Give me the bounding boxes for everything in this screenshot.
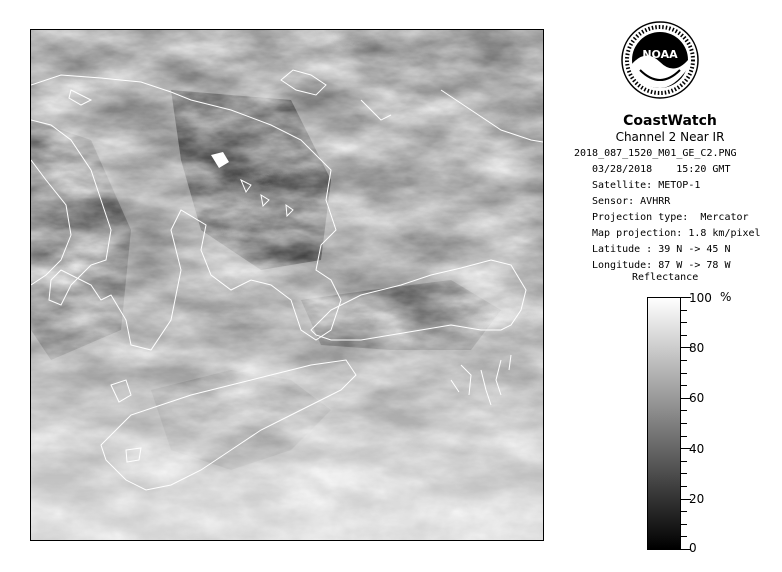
colorbar-tick [681,410,687,411]
channel-subtitle: Channel 2 Near IR [615,130,725,144]
colorbar-tick [681,360,687,361]
filename: 2018_087_1520_M01_GE_C2.PNG [574,148,737,159]
map-projection: Map projection: 1.8 km/pixel [592,228,761,239]
colorbar-label-60: 60 [689,391,705,405]
colorbar-tick [681,486,687,487]
sensor: Sensor: AVHRR [592,196,671,207]
colorbar-tick [681,310,687,311]
colorbar-tick [681,461,687,462]
datetime: 03/28/2018 15:20 GMT [592,164,731,175]
satellite: Satellite: METOP-1 [592,180,701,191]
satellite-image [31,30,543,540]
noaa-logo [620,18,700,112]
satellite-map [30,29,544,541]
colorbar-label-80: 80 [689,341,705,355]
colorbar-tick [681,436,687,437]
projection-type: Projection type: Mercator [592,212,749,223]
colorbar-title: Reflectance [632,272,699,283]
noaa-logo-text: NOAA [642,48,678,61]
colorbar-tick [681,322,687,323]
colorbar-label-100: 100 [689,291,712,305]
longitude-range: Longitude: 87 W -> 78 W [592,260,731,271]
colorbar-tick [681,335,687,336]
colorbar-tick [681,511,687,512]
colorbar [647,297,681,550]
colorbar-tick [681,473,687,474]
latitude-range: Latitude : 39 N -> 45 N [592,244,731,255]
colorbar-tick [681,423,687,424]
colorbar-tick [681,385,687,386]
colorbar-label-40: 40 [689,442,705,456]
colorbar-gradient [647,297,681,550]
product-title: CoastWatch [623,113,717,129]
colorbar-tick [681,373,687,374]
colorbar-tick [681,524,687,525]
colorbar-label-0: 0 [689,541,697,555]
colorbar-tick [681,536,687,537]
colorbar-unit: % [720,290,732,304]
colorbar-label-20: 20 [689,492,705,506]
